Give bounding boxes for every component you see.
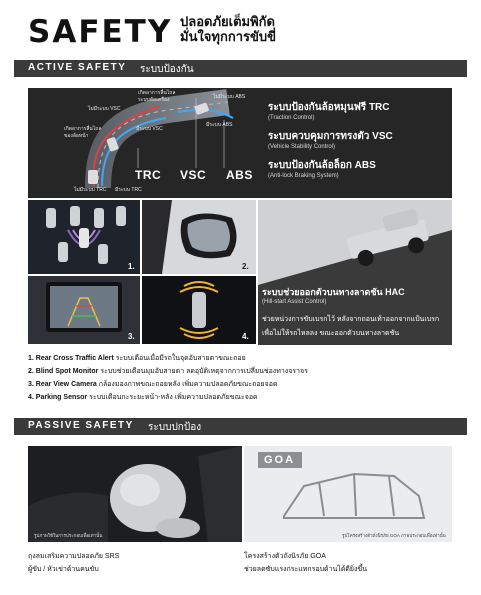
feature-desc: ระบบช่วยเตือนมุมอับสายตา ลดอุบัติเหตุจากการเปลี่ยนช่องทางจราจร	[100, 368, 308, 375]
trc-subtitle: (Traction Control)	[268, 115, 315, 121]
list-item	[28, 365, 308, 378]
feature-desc: ระบบเตือนกะระยะหน้า-หลัง เพิ่มความปลอดภัยขณะจอด	[89, 394, 258, 401]
label-front-slip-a: เกิดอาการลื่นไถล	[64, 126, 102, 132]
driving-systems-diagram	[28, 88, 452, 198]
goa-caption-line-2: ช่วยลดซับแรงกระแทกรอบด้านได้ดียิ่งขึ้น	[244, 566, 367, 573]
label-front-slip-b: ของล้อหน้า	[64, 133, 89, 139]
photo-srs-airbag	[28, 446, 242, 542]
mirror-illustration	[142, 200, 256, 274]
passive-safety-label: PASSIVE SAFETY	[28, 420, 134, 431]
active-feature-list	[28, 352, 308, 404]
feature-name: 3. Rear View Camera	[28, 381, 97, 388]
passive-safety-thai-label: ระบบปกป้อง	[148, 422, 202, 433]
blind-spot-illustration	[28, 200, 140, 274]
photo-number-4: 4.	[242, 332, 249, 341]
photo-number-2: 2.	[242, 262, 249, 271]
car-icon-trc	[88, 170, 98, 184]
photo-blind-spot	[28, 200, 140, 274]
goa-caption	[244, 550, 367, 576]
hac-description-line-2: เพื่อไม่ให้รถไหลลง ขณะออกตัวบนทางลาดชัน	[262, 330, 400, 337]
photo-goa-body	[244, 446, 452, 542]
list-item	[28, 378, 308, 391]
subtitle-line-2: มั่นใจทุกการขับขี่	[180, 29, 277, 44]
photo-rear-camera	[28, 276, 140, 344]
trc-big-label: TRC	[135, 168, 162, 182]
list-item	[28, 352, 308, 365]
trc-title: ระบบป้องกันล้อหมุนฟรี TRC	[268, 102, 390, 113]
vsc-title: ระบบควบคุมการทรงตัว VSC	[268, 131, 393, 142]
photo-number-1: 1.	[128, 262, 135, 271]
vsc-subtitle: (Vehicle Stability Control)	[268, 144, 336, 150]
airbag-photo-caption: รูปภาพใช้ในการประกอบเพื่อเท่านั้น	[34, 533, 103, 538]
label-no-trc: ไม่มีระบบ TRC	[74, 187, 107, 193]
parking-sensor-illustration	[142, 276, 256, 344]
label-with-trc: มีระบบ TRC	[115, 187, 142, 193]
hac-title: ระบบช่วยออกตัวบนทางลาดชัน HAC	[262, 287, 405, 297]
hac-description-line-1: ช่วยหน่วงการขับเบรกไว้ หลังจากถอนเท้าออกจากแป้นเบรก	[262, 316, 440, 323]
hac-description	[262, 313, 439, 341]
abs-title: ระบบป้องกันล้อล็อก ABS	[268, 160, 376, 171]
srs-caption-line-1: ถุงลมเสริมความปลอดภัย SRS	[28, 553, 120, 560]
hac-subtitle: (Hill-start Assist Control)	[262, 299, 327, 305]
page-subtitle	[180, 14, 276, 44]
srs-caption	[28, 550, 119, 576]
label-no-vsc: ไม่มีระบบ VSC	[88, 106, 121, 112]
active-safety-bar	[14, 60, 467, 77]
feature-name: 2. Blind Spot Monitor	[28, 368, 99, 375]
srs-caption-line-2: ผู้ขับ / หัวเข่าด้านคนขับ	[28, 566, 99, 573]
feature-desc: ระบบเตือนเมื่อมีรถในจุดอับสายตาขณะถอย	[115, 355, 246, 362]
vsc-big-label: VSC	[180, 168, 207, 182]
label-no-abs: ไม่มีระบบ ABS	[213, 94, 246, 100]
photo-side-mirror	[142, 200, 256, 274]
photo-number-3: 3.	[128, 332, 135, 341]
airbag-illustration	[28, 446, 242, 542]
abs-subtitle: (Anti-lock Braking System)	[268, 173, 339, 179]
passive-safety-bar	[14, 418, 467, 435]
label-slip-top-a: เกิดอาการลื่นไถล	[138, 90, 176, 96]
abs-big-label: ABS	[226, 168, 253, 182]
list-item	[28, 391, 308, 404]
label-with-vsc: มีระบบ VSC	[136, 126, 163, 132]
page-title: SAFETY	[28, 14, 173, 50]
goa-logo-text: GOA	[264, 454, 296, 466]
goa-caption-line-1: โครงสร้างตัวถังนิรภัย GOA	[244, 553, 326, 560]
feature-name: 1. Rear Cross Traffic Alert	[28, 355, 114, 362]
active-safety-label: ACTIVE SAFETY	[28, 62, 127, 73]
photo-parking-sensor	[142, 276, 256, 344]
rear-camera-illustration	[28, 276, 140, 344]
feature-name: 4. Parking Sensor	[28, 394, 88, 401]
feature-desc: กล้องมองภาพขณะถอยหลัง เพิ่มความปลอดภัยขณะถอยจอด	[98, 381, 278, 388]
label-with-abs: มีระบบ ABS	[206, 122, 233, 128]
goa-photo-caption: รูปโครงสร้างตัวถังนิรภัย GOA ภาพประกอบเพื่อเท่านั้น	[342, 533, 446, 538]
subtitle-line-1: ปลอดภัยเต็มพิกัด	[180, 14, 275, 29]
active-safety-thai-label: ระบบป้องกัน	[140, 64, 194, 75]
label-slip-top-b: ระบบตัดเครื่อง	[138, 97, 170, 103]
